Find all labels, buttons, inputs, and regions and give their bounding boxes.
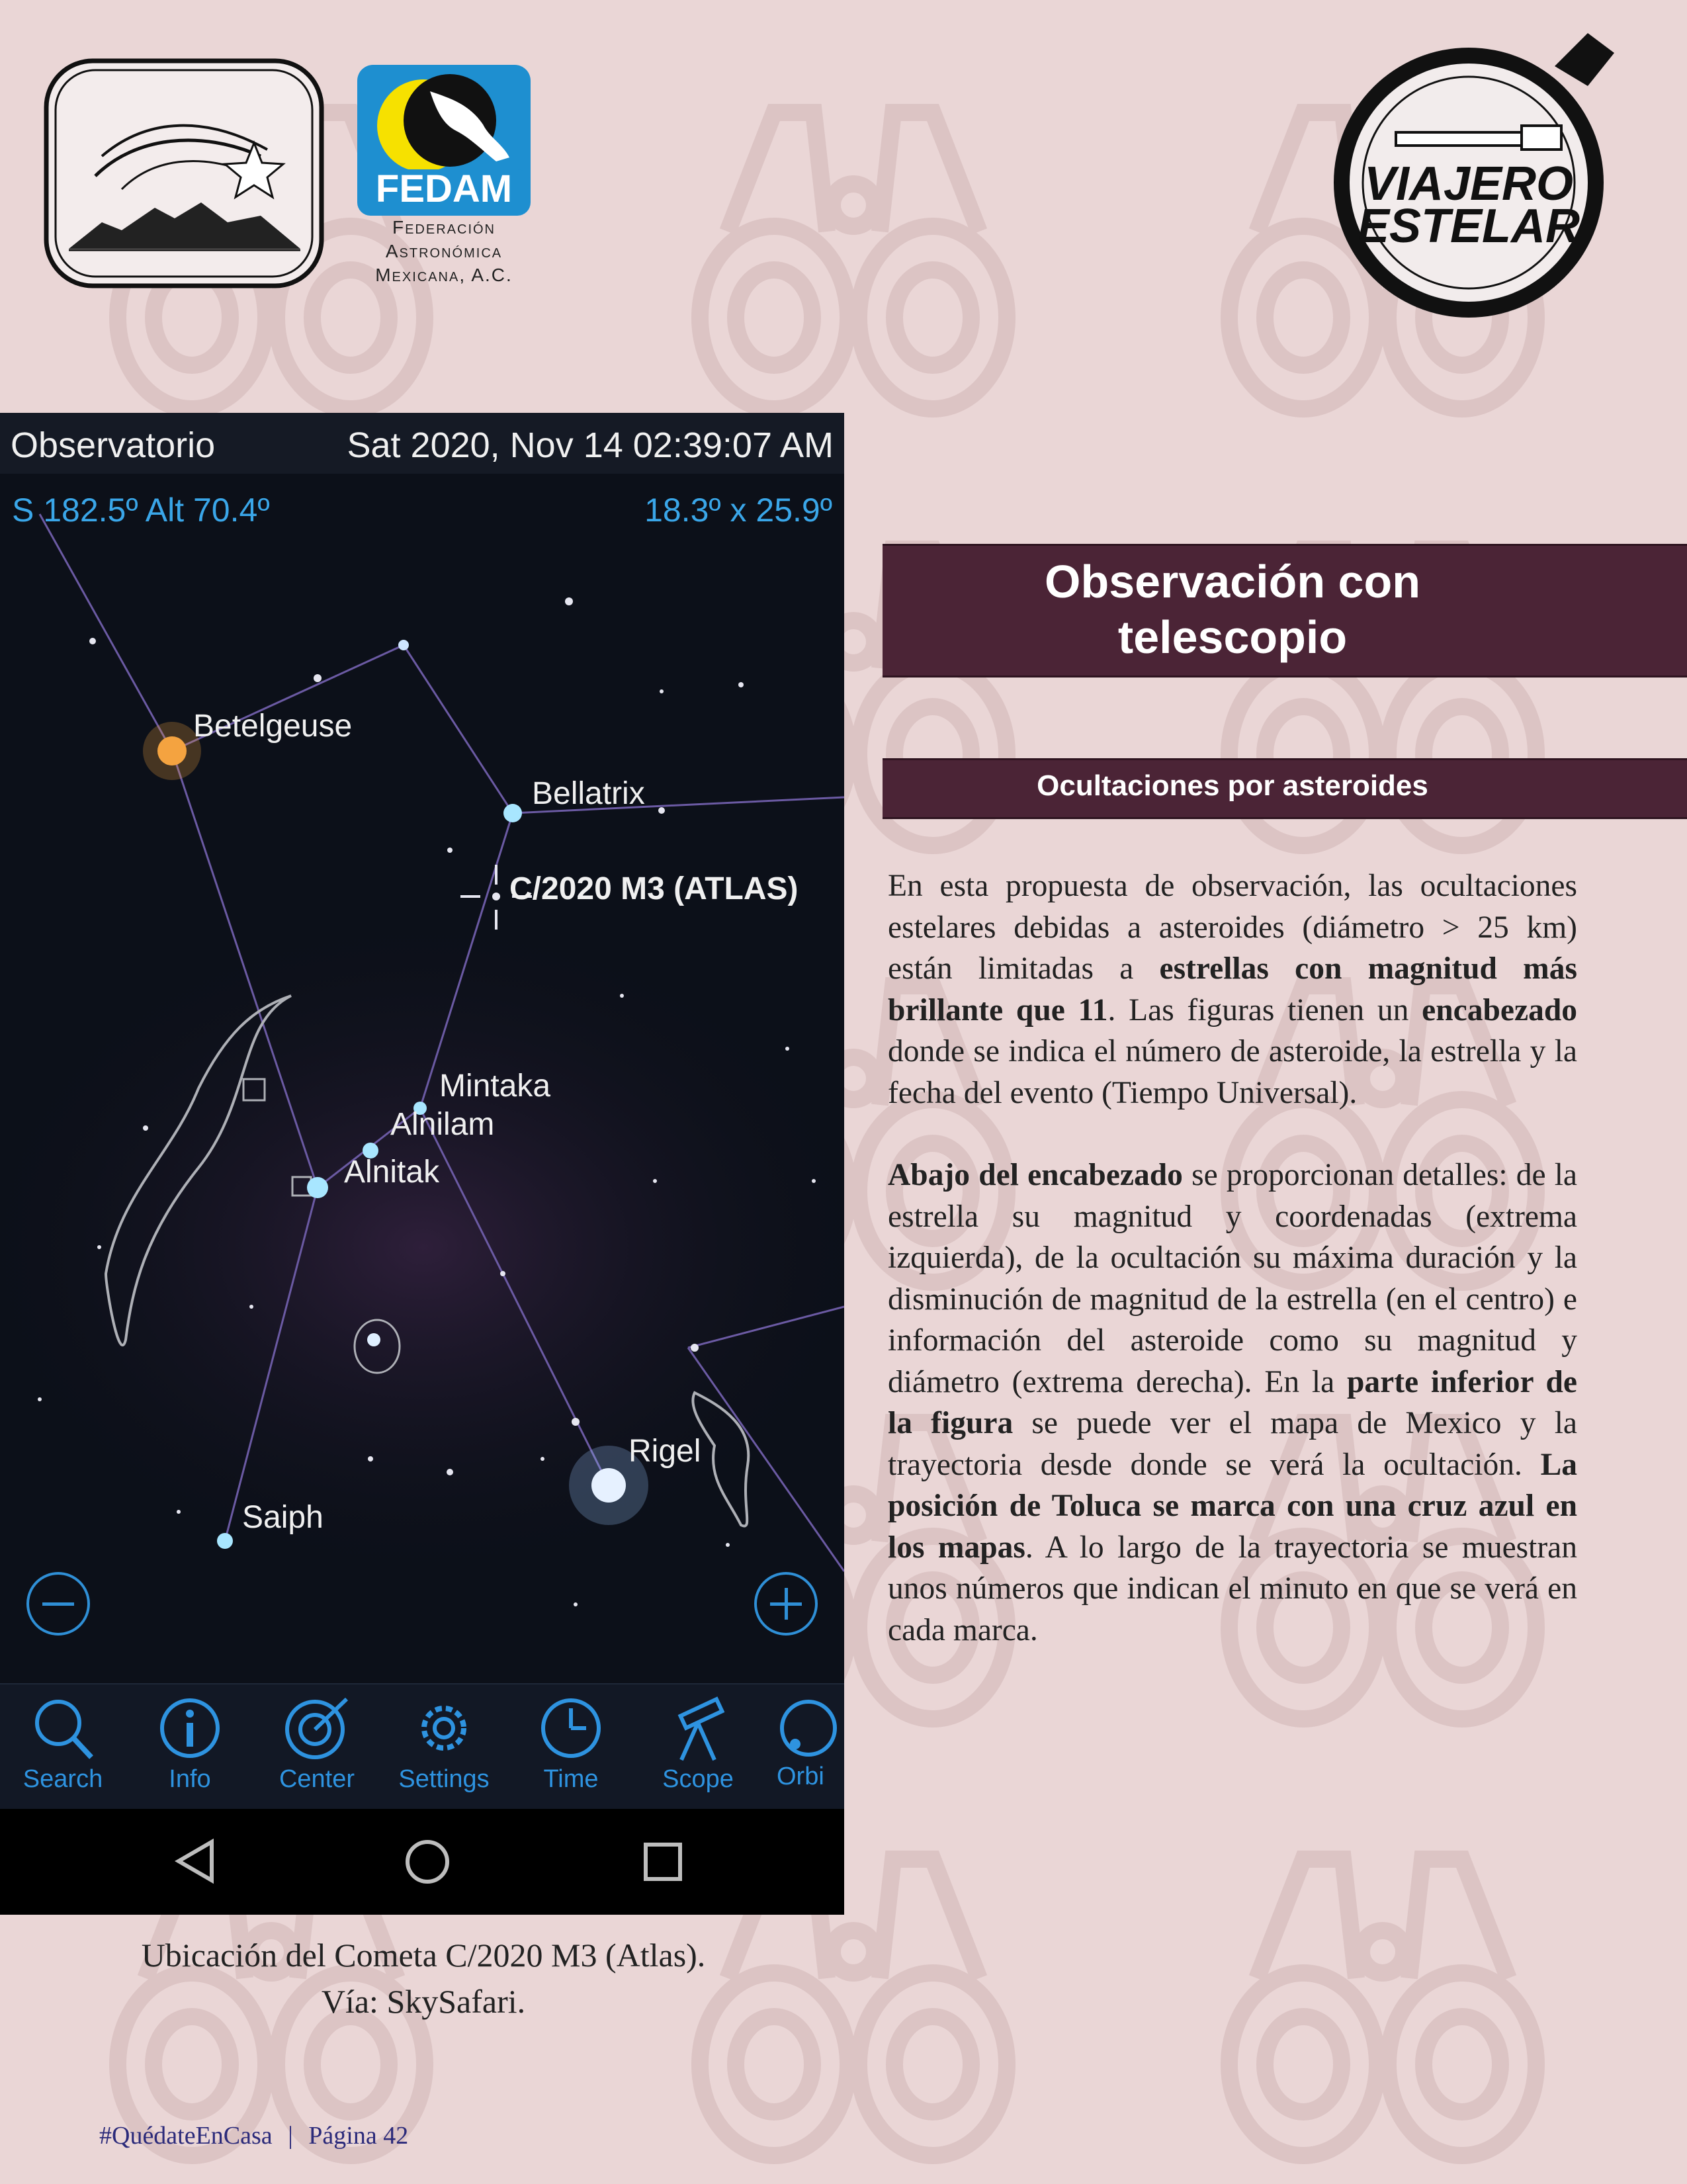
back-icon[interactable] [173, 1838, 220, 1884]
label-betelgeuse: Betelgeuse [193, 709, 353, 744]
tool-scope[interactable] [642, 1694, 754, 1794]
title-line: Observación con [1045, 556, 1420, 607]
fedam-caption-line: Mexicana, A.C. [375, 265, 513, 285]
tool-settings[interactable] [388, 1694, 500, 1794]
tool-label: Time [543, 1765, 599, 1793]
page-number: Página 42 [308, 2122, 409, 2150]
viajero-estelar-logo [1323, 26, 1627, 331]
target-icon [281, 1694, 353, 1763]
skysafari-screenshot [0, 413, 844, 1915]
search-icon [26, 1694, 99, 1763]
status-bar [0, 413, 844, 474]
label-mintaka: Mintaka [439, 1069, 551, 1104]
footer-separator: | [288, 2122, 293, 2150]
viajero-line2: ESTELAR [1357, 200, 1580, 253]
telescope-icon [662, 1694, 734, 1763]
tool-center[interactable] [261, 1694, 373, 1794]
fedam-name: FEDAM [375, 167, 513, 210]
label-bellatrix: Bellatrix [532, 776, 645, 811]
subsection-box [883, 758, 1687, 819]
tool-label: Info [169, 1765, 211, 1793]
recents-icon[interactable] [642, 1841, 684, 1883]
avt-logo [42, 57, 325, 290]
viajero-line1: VIAJERO [1363, 157, 1574, 210]
page-footer [99, 2121, 408, 2150]
label-rigel: Rigel [628, 1434, 701, 1469]
home-icon[interactable] [404, 1838, 451, 1886]
tool-label: Center [279, 1765, 355, 1793]
footer-hashtag: #QuédateEnCasa [99, 2122, 273, 2150]
label-saiph: Saiph [242, 1500, 324, 1535]
tool-label: Search [22, 1765, 103, 1793]
label-comet: C/2020 M3 (ATLAS) [509, 871, 799, 906]
azimuth-altitude: S 182.5º Alt 70.4º [12, 492, 270, 529]
sky-chart [0, 474, 844, 1764]
title-line: telescopio [1117, 611, 1348, 663]
paragraph: En esta propuesta de observación, las ocultaciones estelares debidas a asteroides (diámetro > 25 km) están limitadas a estrellas con magnitud más brillante que 11. Las figuras tienen un encabezado donde se indica el número de asteroide, la estrella y la fecha del evento (Tiempo Universal). [888, 869, 1577, 1110]
info-icon [153, 1694, 226, 1763]
article-body [888, 865, 1577, 1692]
observatory-label: Observatorio [11, 425, 216, 465]
tool-info[interactable] [134, 1694, 246, 1794]
paragraph: Abajo del encabezado se proporcionan detalles: de la estrella su magnitud y coordenadas (extrema izquierda), de la ocultación su máxima duración y la disminución de magnitud de la estrella (en el centro) e información del asteroide como su magnitud y diámetro (extrema derecha). En la parte inferior de la figura se puede ver el mapa de Mexico y la trayectoria desde donde se verá la ocultación. La posición de Toluca se marca con una cruz azul en los mapas. A lo largo de la trayectoria se muestran unos números que indican el minuto en que se verá en cada marca. [888, 1158, 1577, 1647]
orbit-icon [769, 1694, 842, 1763]
caption-line: Vía: SkySafari. [321, 1983, 526, 2020]
tool-orbit[interactable] [769, 1694, 844, 1791]
figure-caption [53, 1932, 794, 2025]
tool-label: Orbi [777, 1763, 824, 1790]
clock-icon [535, 1694, 607, 1763]
zoom-in-button[interactable] [754, 1572, 818, 1636]
label-alnitak: Alnitak [344, 1155, 440, 1190]
fedam-caption-line: Federación [392, 217, 496, 238]
subsection-title: Ocultaciones por asteroides [1037, 769, 1428, 802]
zoom-out-button[interactable] [26, 1572, 90, 1636]
datetime-label: Sat 2020, Nov 14 02:39:07 AM [347, 425, 834, 465]
tool-search[interactable] [7, 1694, 119, 1794]
tool-time[interactable] [515, 1694, 627, 1794]
section-title-box [883, 544, 1687, 677]
gear-icon [408, 1694, 480, 1763]
label-alnilam: Alnilam [390, 1107, 495, 1142]
tool-label: Scope [662, 1765, 734, 1793]
fedam-caption [344, 216, 544, 287]
section-title [883, 546, 1582, 665]
app-toolbar [0, 1683, 844, 1810]
fedam-caption-line: Astronómica [385, 241, 503, 261]
tool-label: Settings [398, 1765, 490, 1793]
field-of-view: 18.3º x 25.9º [644, 492, 832, 529]
android-navbar [0, 1809, 844, 1915]
caption-line: Ubicación del Cometa C/2020 M3 (Atlas). [141, 1937, 706, 1974]
